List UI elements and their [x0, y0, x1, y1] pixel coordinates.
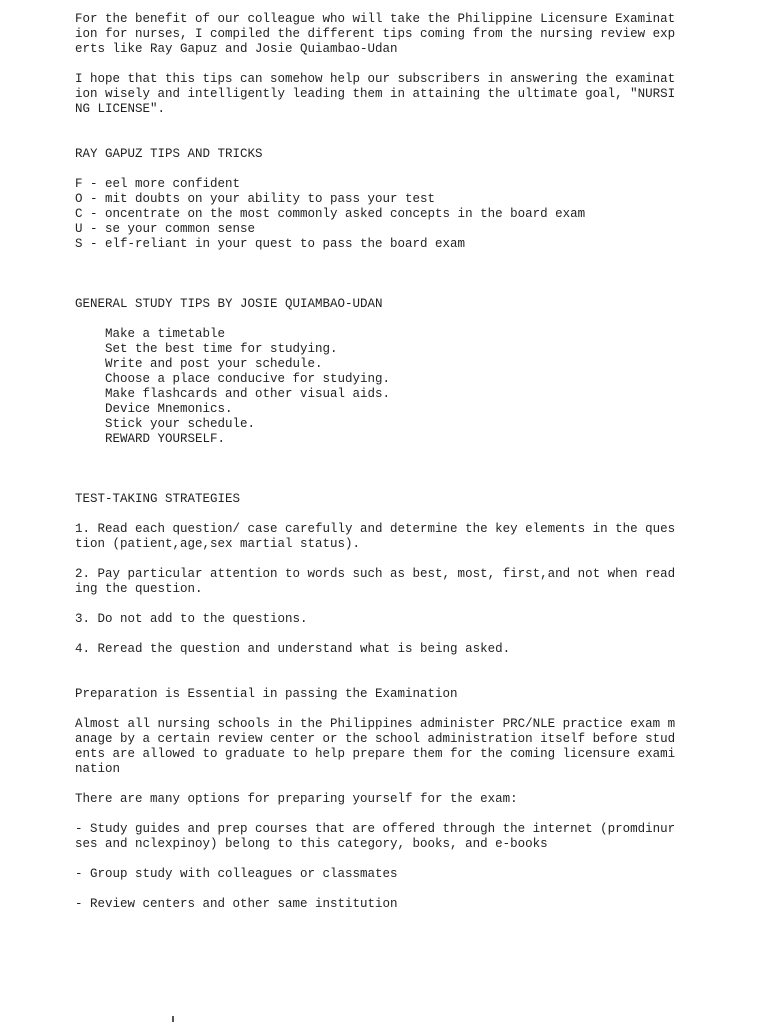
list-item: Make a timetable: [105, 327, 226, 341]
text-line: I hope that this tips can somehow help our subscribers in answering the examinat: [75, 72, 676, 86]
preparation-heading: Preparation is Essential in passing the Examination: [75, 687, 458, 701]
text-line: There are many options for preparing yourself for the exam:: [75, 792, 518, 806]
option-review-centers: [75, 897, 695, 912]
text-line: ses and nclexpinoy) belong to this category, books, and e-books: [75, 837, 548, 851]
option-group-study: [75, 867, 695, 882]
text-line: For the benefit of our colleague who will take the Philippine Licensure Examinat: [75, 12, 676, 26]
preparation-paragraph-2: [75, 792, 695, 807]
gapuz-heading: RAY GAPUZ TIPS AND TRICKS: [75, 147, 263, 161]
preparation-paragraph-1: [75, 717, 695, 777]
text-line: 3. Do not add to the questions.: [75, 612, 308, 626]
gapuz-list: [75, 177, 695, 252]
strategy-1: [75, 522, 695, 552]
text-line: - Group study with colleagues or classmates: [75, 867, 398, 881]
stray-mark: [172, 1016, 174, 1022]
list-item: U - se your common sense: [75, 222, 256, 236]
intro-paragraph-1: [75, 12, 695, 57]
strategy-4: [75, 642, 695, 657]
list-item: Choose a place conducive for studying.: [105, 372, 391, 386]
text-line: ion wisely and intelligently leading them in attaining the ultimate goal, "NURSI: [75, 87, 676, 101]
strategies-heading: TEST-TAKING STRATEGIES: [75, 492, 241, 506]
text-line: nation: [75, 762, 121, 776]
text-line: 2. Pay particular attention to words such as best, most, first,and not when read: [75, 567, 676, 581]
list-item: Set the best time for studying.: [105, 342, 338, 356]
list-item: Write and post your schedule.: [105, 357, 323, 371]
text-line: NG LICENSE".: [75, 102, 166, 116]
document-page: [75, 12, 695, 912]
text-line: tion (patient,age,sex martial status).: [75, 537, 361, 551]
intro-paragraph-2: [75, 72, 695, 117]
list-item: C - oncentrate on the most commonly asked concepts in the board exam: [75, 207, 586, 221]
list-item: Make flashcards and other visual aids.: [105, 387, 391, 401]
text-line: 1. Read each question/ case carefully and determine the key elements in the ques: [75, 522, 676, 536]
strategy-2: [75, 567, 695, 597]
list-item: O - mit doubts on your ability to pass your test: [75, 192, 436, 206]
text-line: ion for nurses, I compiled the different tips coming from the nursing review exp: [75, 27, 676, 41]
list-item: Device Mnemonics.: [105, 402, 233, 416]
list-item: REWARD YOURSELF.: [105, 432, 226, 446]
list-item: Stick your schedule.: [105, 417, 256, 431]
option-study-guides: [75, 822, 695, 852]
list-item: F - eel more confident: [75, 177, 241, 191]
text-line: anage by a certain review center or the school administration itself before stud: [75, 732, 676, 746]
udan-list: [75, 327, 695, 447]
text-line: Almost all nursing schools in the Philippines administer PRC/NLE practice exam m: [75, 717, 676, 731]
list-item: S - elf-reliant in your quest to pass the board exam: [75, 237, 466, 251]
text-line: erts like Ray Gapuz and Josie Quiambao-Udan: [75, 42, 398, 56]
text-line: ing the question.: [75, 582, 203, 596]
text-line: ents are allowed to graduate to help prepare them for the coming licensure exami: [75, 747, 676, 761]
text-line: - Study guides and prep courses that are offered through the internet (promdinur: [75, 822, 676, 836]
udan-heading: GENERAL STUDY TIPS BY JOSIE QUIAMBAO-UDAN: [75, 297, 383, 311]
strategy-3: [75, 612, 695, 627]
text-line: 4. Reread the question and understand what is being asked.: [75, 642, 511, 656]
text-line: - Review centers and other same institution: [75, 897, 398, 911]
